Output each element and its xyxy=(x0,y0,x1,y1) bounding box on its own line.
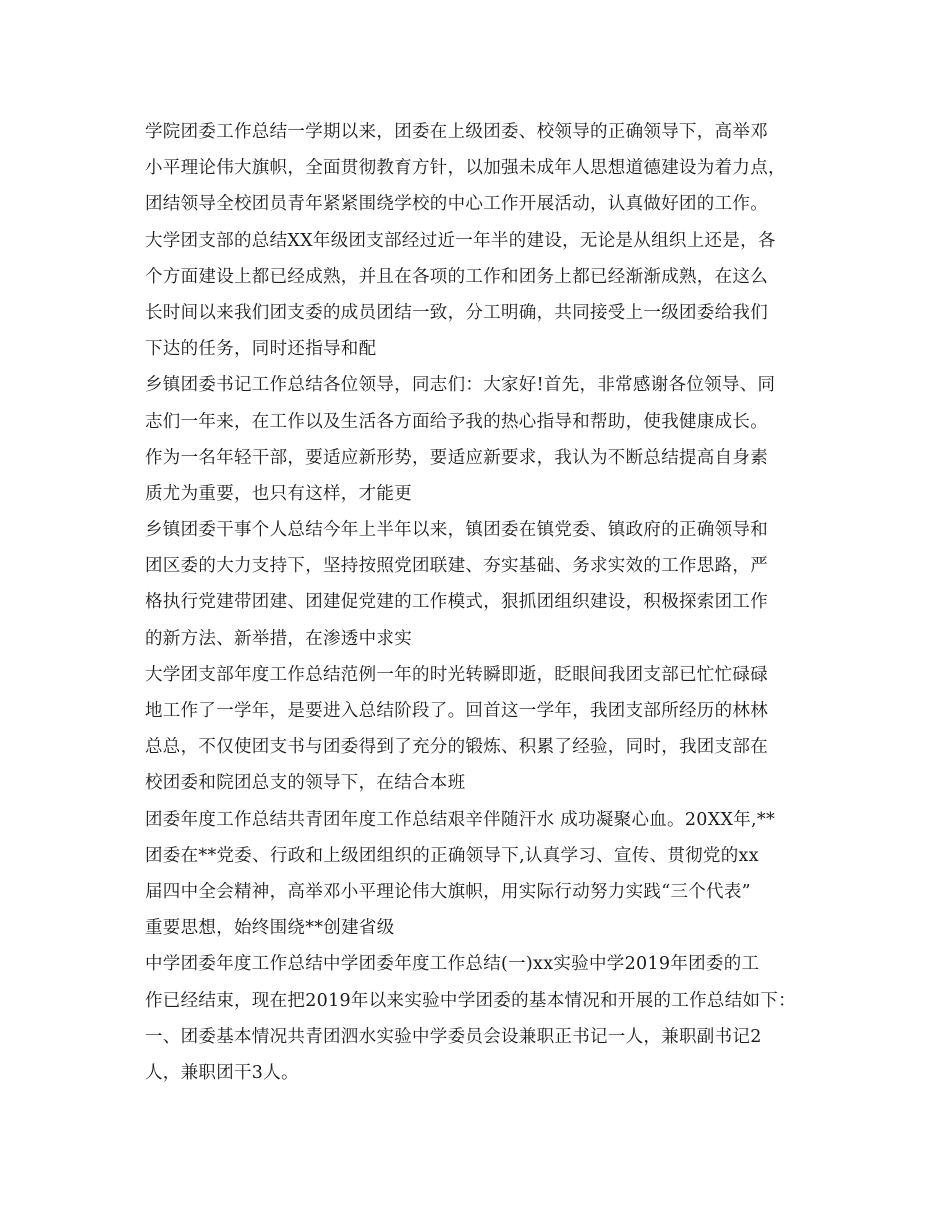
text-line: 小平理论伟大旗帜，全面贯彻教育方针，以加强未成年人思想道德建设为着力点， xyxy=(145,158,786,179)
text-line: 的新方法、新举措，在渗透中求实 xyxy=(145,628,412,649)
paragraph xyxy=(145,946,807,1091)
text-line: 团区委的大力支持下，坚持按照党团联建、夯实基础、务求实效的工作思路，严 xyxy=(145,556,768,577)
text-line: 人，兼职团干3人。 xyxy=(145,1062,299,1083)
text-line: 重要思想，始终围绕**创建省级 xyxy=(145,918,395,939)
paragraph xyxy=(145,512,807,657)
paragraph xyxy=(145,802,807,947)
text-line: 地工作了一学年，是要进入总结阶段了。回首这一学年，我团支部所经历的林林 xyxy=(145,701,768,721)
text-line: 团结领导全校团员青年紧紧围绕学校的中心工作开展活动，认真做好团的工作。 xyxy=(145,194,768,215)
text-line: 中学团委年度工作总结中学团委年度工作总结(一)xx实验中学2019年团委的工 xyxy=(145,954,760,975)
text-line: 乡镇团委干事个人总结今年上半年以来，镇团委在镇党委、镇政府的正确领导和 xyxy=(145,520,768,541)
text-line: 个方面建设上都已经成熟，并且在各项的工作和团务上都已经渐渐成熟，在这么 xyxy=(145,266,768,287)
text-line: 乡镇团委书记工作总结各位领导，同志们：大家好!首先，非常感谢各位领导、同 xyxy=(145,375,776,396)
text-line: 团委年度工作总结共青团年度工作总结艰辛伴随汗水 成功凝聚心血。20XX年,** xyxy=(145,809,776,830)
text-line: 质尤为重要，也只有这样，才能更 xyxy=(145,483,412,504)
paragraph xyxy=(145,367,807,512)
document-body xyxy=(145,114,807,1091)
paragraph xyxy=(145,223,807,368)
text-line: 志们一年来，在工作以及生活各方面给予我的热心指导和帮助，使我健康成长。 xyxy=(145,411,768,432)
text-line: 届四中全会精神，高举邓小平理论伟大旗帜，用实际行动努力实践“三个代表” xyxy=(145,881,751,902)
paragraph xyxy=(145,657,807,802)
text-line: 格执行党建带团建、团建促党建的工作模式，狠抓团组织建设，积极探索团工作 xyxy=(145,592,768,613)
text-line: 作已经结束，现在把2019年以来实验中学团委的基本情况和开展的工作总结如下： xyxy=(145,990,796,1011)
text-line: 作为一名年轻干部，要适应新形势，要适应新要求，我认为不断总结提高自身素 xyxy=(145,447,768,468)
text-line: 总总，不仅使团支书与团委得到了充分的锻炼、积累了经验，同时，我团支部在 xyxy=(145,737,768,758)
text-line: 学院团委工作总结一学期以来，团委在上级团委、校领导的正确领导下，高举邓 xyxy=(145,122,768,142)
text-line: 大学团支部年度工作总结范例一年的时光转瞬即逝，眨眼间我团支部已忙忙碌碌 xyxy=(145,664,768,685)
text-line: 校团委和院团总支的领导下，在结合本班 xyxy=(145,773,466,794)
text-line: 长时间以来我们团支委的成员团结一致，分工明确，共同接受上一级团委给我们 xyxy=(145,302,768,323)
paragraph xyxy=(145,114,807,223)
text-line: 下达的任务，同时还指导和配 xyxy=(145,339,377,360)
text-line: 团委在**党委、行政和上级团组织的正确领导下,认真学习、宣传、贯彻党的xx xyxy=(145,845,759,866)
text-line: 一、团委基本情况共青团泗水实验中学委员会设兼职正书记一人，兼职副书记2 xyxy=(145,1026,762,1047)
text-line: 大学团支部的总结XX年级团支部经过近一年半的建设，无论是从组织上还是，各 xyxy=(145,230,776,251)
